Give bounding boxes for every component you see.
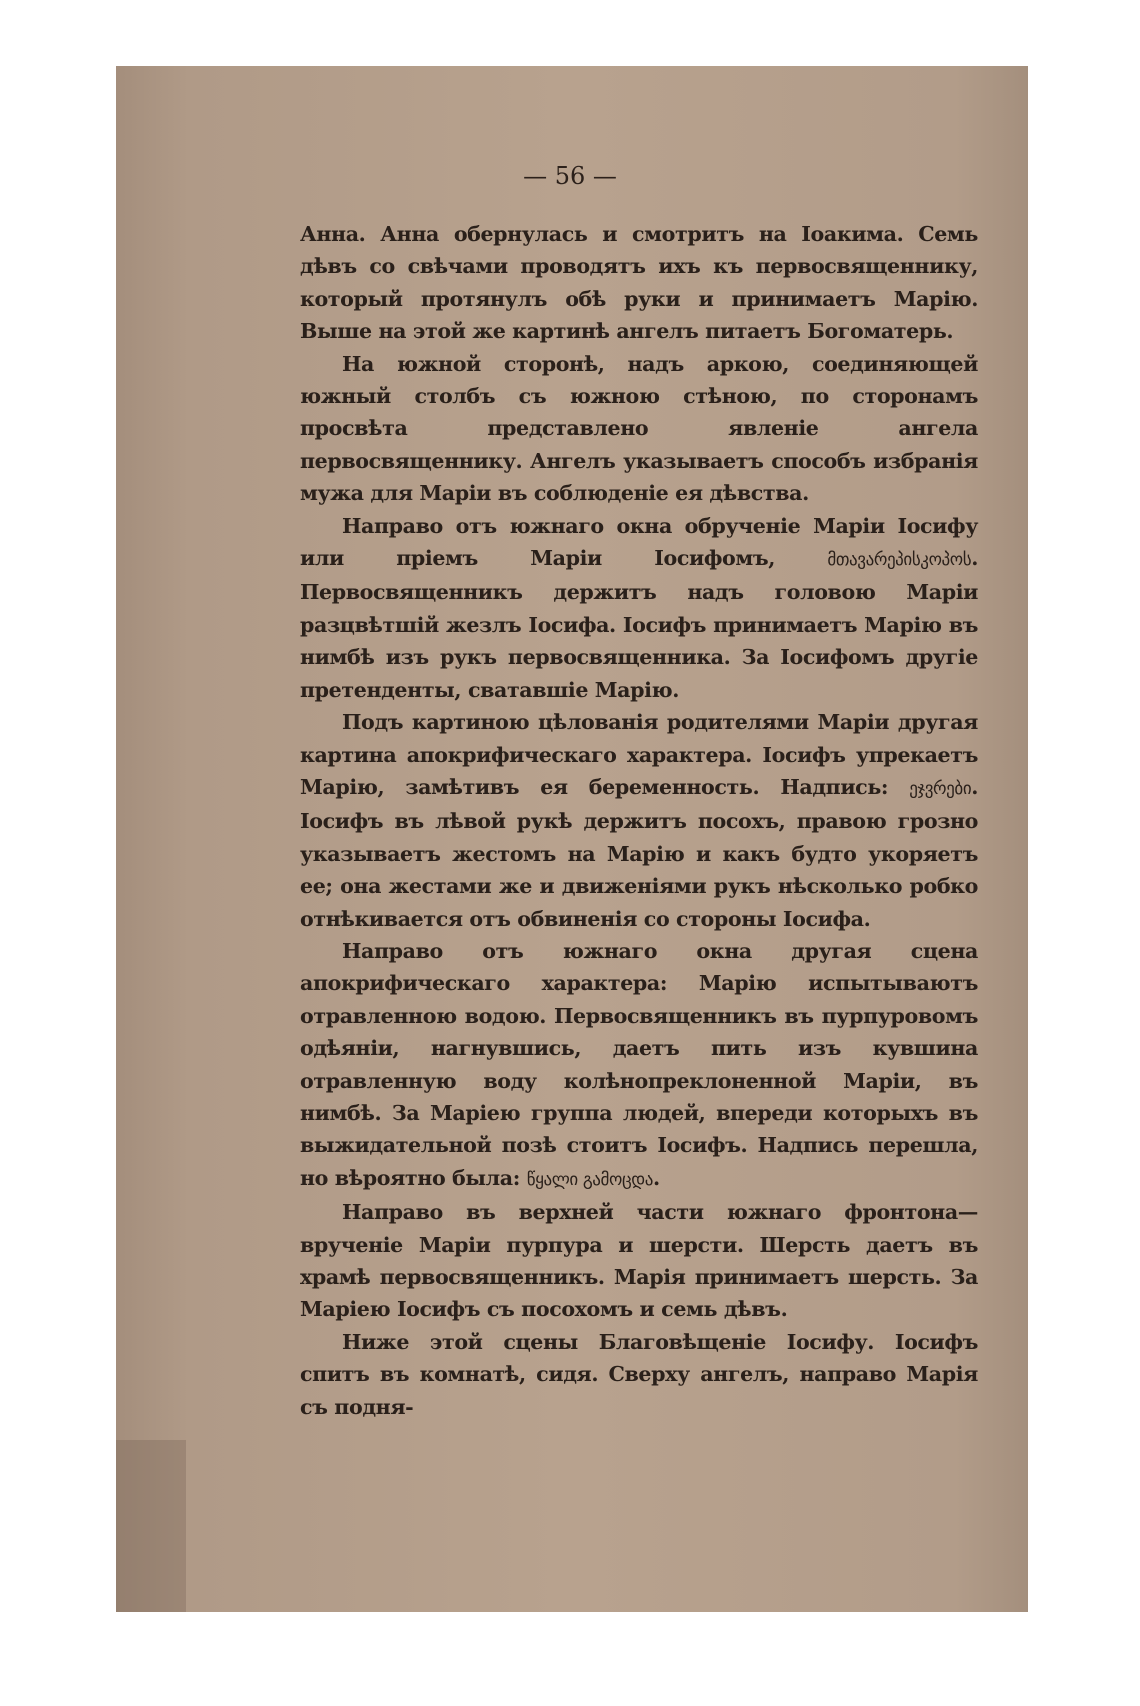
paragraph-3-text-a: Направо отъ южнаго окна обрученіе Маріи Іосифу или пріемъ Маріи Іосифомъ, (300, 513, 978, 571)
paragraph-5-end: . (653, 1165, 660, 1190)
paragraph-7: Ниже этой сцены Благовѣщеніе Іосифу. Іосифъ спитъ въ комнатѣ, сидя. Сверху ангелъ, направо Марія съ подня- (300, 1329, 978, 1419)
paragraph-4-text-b: . Іосифъ въ лѣвой рукѣ держитъ посохъ, правою грозно указываетъ жестомъ на Марію и какъ будто укоряетъ ее; она жестами же и движеніями рукъ нѣсколько робко отнѣкивается отъ обвиненія со стороны Іосифа. (300, 774, 978, 931)
paragraph-4-text-a: Подъ картиною цѣлованія родителями Маріи другая картина апокрифическаго характера. Іосифъ упрекаетъ Марію, замѣтивъ ея беременность. Надпись: (300, 710, 978, 799)
paragraph-5-text: Направо отъ южнаго окна другая сцена апокрифическаго характера: Марію испытываютъ отравленною водою. Первосвященникъ въ пурпуровомъ одѣяніи, нагнувшись, даетъ пить изъ кувшина отравленную воду колѣнопреклоненной Маріи, въ нимбѣ. За Маріею группа людей, впереди которыхъ въ выжидательной позѣ стоитъ Іосифъ. Надпись перешла, но вѣроятно была: (300, 938, 978, 1190)
page-number: — 56 — (523, 162, 617, 190)
paragraph-5 (300, 935, 978, 1196)
paragraph-3 (300, 510, 978, 706)
body-text (300, 218, 978, 1423)
paragraph-3-text-b: . Первосвященникъ держитъ надъ головою Маріи разцвѣтшій жезлъ Іосифа. Іосифъ принимаетъ Марію въ нимбѣ изъ рукъ первосвященника. За Іосифомъ другіе претенденты, сватавшіе Марію. (300, 546, 978, 702)
scan-shadow (116, 1440, 186, 1612)
paragraph-2: На южной сторонѣ, надъ аркою, соединяющей южный столбъ съ южною стѣною, по сторонамъ просвѣта представлено явленіе ангела первосвященнику. Ангелъ указываетъ способъ избранія мужа для Маріи въ соблюденіе ея дѣвства. (300, 351, 978, 506)
georgian-inscription-2: ეჯვრები (909, 778, 972, 799)
paragraph-6: Направо въ верхней части южнаго фронтона—врученіе Маріи пурпура и шерсти. Шерсть даетъ въ храмѣ первосвященникъ. Марія принимаетъ шерсть. За Маріею Іосифъ съ посохомъ и семь дѣвъ. (300, 1200, 978, 1322)
georgian-inscription-3: წყალი გამოცდა (526, 1169, 654, 1190)
paragraph-4 (300, 706, 978, 935)
paragraph-1: Анна. Анна обернулась и смотритъ на Іоакима. Семь дѣвъ со свѣчами проводятъ ихъ къ первосвященнику, который протянулъ обѣ руки и принимаетъ Марію. Выше на этой же картинѣ ангелъ питаетъ Богоматерь. (300, 222, 978, 344)
georgian-inscription-1: მთავარეპისკოპოს (827, 550, 972, 571)
